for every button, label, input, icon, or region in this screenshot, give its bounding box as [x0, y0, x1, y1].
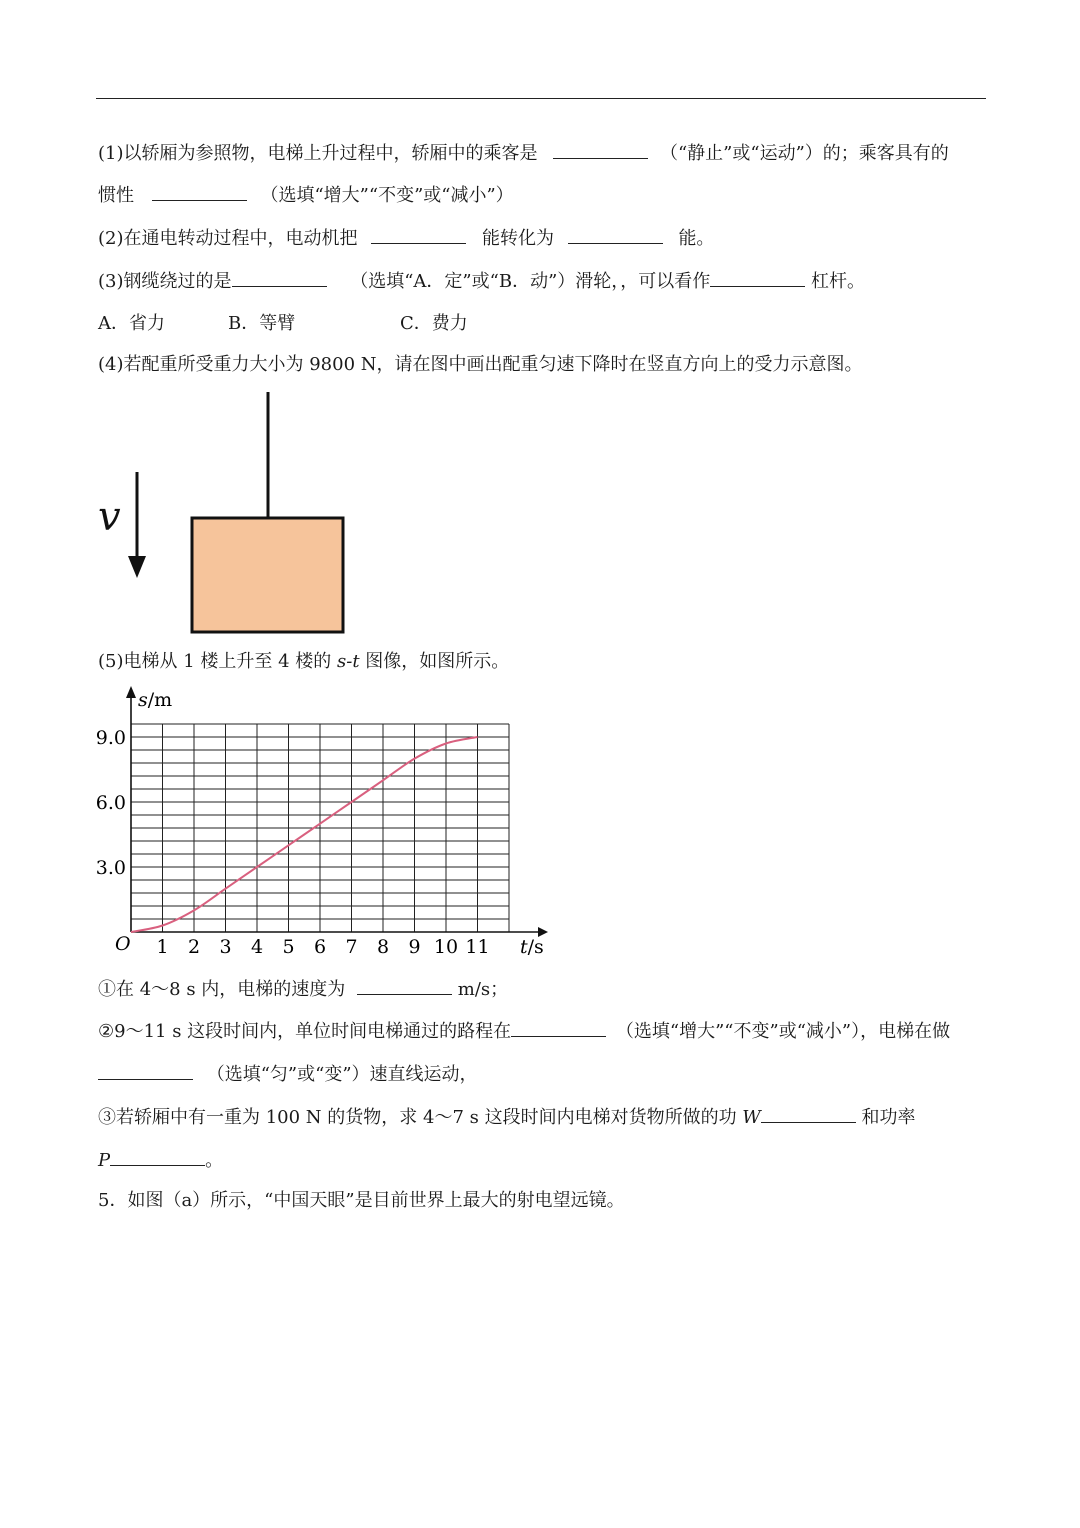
q3-option-a[interactable]: A．省力	[98, 313, 165, 334]
question-2	[98, 225, 714, 251]
q3-answer-blank-2[interactable]	[710, 268, 805, 287]
x-tick-label: 6	[313, 936, 327, 958]
q3-instruction: （选填“A．定”或“B．动”）滑轮，，可以看作	[350, 271, 711, 292]
question-5-next	[98, 1189, 625, 1213]
sub3-power-text: 和功率	[861, 1107, 916, 1128]
sub1-text: ①在 4～8 s 内，电梯的速度为	[98, 979, 346, 1000]
q5-text: (5)电梯从 1 楼上升至 4 楼的	[98, 651, 338, 672]
q3-text: (3)钢缆绕过的是	[98, 271, 232, 292]
counterweight-block	[192, 518, 343, 632]
next-question-text: 5．如图（a）所示，“中国天眼”是目前世界上最大的射电望远镜。	[98, 1190, 625, 1211]
counterweight-figure	[90, 388, 370, 638]
sub1-unit: m/s；	[457, 979, 509, 1000]
x-tick-label: 7	[345, 936, 358, 958]
q2-answer-blank-1[interactable]	[371, 225, 466, 244]
sub1-answer-blank[interactable]	[357, 976, 452, 995]
velocity-label: v	[98, 494, 121, 540]
sub3-power-blank[interactable]	[110, 1147, 205, 1166]
chart-grid	[131, 724, 509, 932]
x-tick-label: 5	[282, 936, 295, 958]
y-axis-arrow	[126, 686, 136, 698]
y-tick-label: 3.0	[95, 857, 126, 879]
x-axis-label: t/s	[520, 936, 544, 958]
x-tick-labels	[156, 936, 489, 958]
q4-text: (4)若配重所受重力大小为 9800 N，请在图中画出配重匀速下降时在竖直方向上的受力示意图。	[98, 354, 863, 375]
q3-option-b[interactable]: B．等臂	[228, 313, 296, 334]
sub3-end: 。	[205, 1150, 224, 1171]
x-tick-label: 9	[408, 936, 421, 958]
series-line	[131, 737, 478, 932]
power-symbol: P	[98, 1150, 111, 1171]
x-tick-label: 10	[433, 936, 459, 958]
sub-question-2-line-2	[98, 1061, 478, 1087]
sub2-instruction: （选填“增大”“不变”或“减小”），电梯在做	[615, 1021, 951, 1042]
x-tick-label: 4	[250, 936, 264, 958]
x-tick-label: 3	[219, 936, 232, 958]
question-3	[98, 268, 865, 294]
sub2-answer-blank-1[interactable]	[511, 1018, 606, 1037]
sub3-text: ③若轿厢中有一重为 100 N 的货物，求 4～7 s 这段时间内电梯对货物所做的功	[98, 1107, 743, 1128]
q3-option-c[interactable]: C．费力	[400, 313, 468, 334]
q2-end-text: 能。	[678, 228, 715, 249]
question-1-line-2	[98, 182, 514, 208]
y-tick-label: 9.0	[95, 727, 126, 749]
x-tick-label: 8	[376, 936, 390, 958]
q3-answer-blank-1[interactable]	[232, 268, 327, 287]
q1-text: (1)以轿厢为参照物，电梯上升过程中，轿厢中的乘客是	[98, 143, 538, 164]
q2-answer-blank-2[interactable]	[568, 225, 663, 244]
sub3-work-blank[interactable]	[761, 1104, 856, 1123]
q2-text: (2)在通电转动过程中，电动机把	[98, 228, 358, 249]
sub-question-2-line-1	[98, 1018, 950, 1044]
header-rule	[96, 98, 986, 99]
sub2-text: ②9～11 s 这段时间内，单位时间电梯通过的路程在	[98, 1021, 512, 1042]
q2-mid-text: 能转化为	[481, 228, 554, 249]
velocity-arrow-head	[128, 556, 146, 578]
sub-question-3-line-2	[98, 1147, 223, 1173]
y-tick-labels	[96, 727, 126, 879]
origin-label: O	[115, 933, 131, 955]
question-5	[98, 650, 509, 674]
sub2-instruction-2: （选填“匀”或“变”）速直线运动，	[206, 1064, 478, 1085]
sub2-answer-blank-2[interactable]	[98, 1061, 193, 1080]
q3-options	[98, 312, 468, 336]
q1-inertia-text: 惯性	[98, 185, 134, 206]
st-graph	[90, 680, 560, 970]
sub-question-3-line-1	[98, 1104, 916, 1130]
q1-answer-blank-1[interactable]	[553, 140, 648, 159]
x-tick-label: 11	[465, 936, 490, 958]
q1-instruction: （“静止”或“运动”）的；乘客具有的	[659, 143, 949, 164]
question-4	[98, 353, 863, 377]
question-1-line-1	[98, 140, 949, 166]
q1-inertia-instruction: （选填“增大”“不变”或“减小”）	[260, 185, 514, 206]
q3-end-text: 杠杆。	[811, 271, 866, 292]
x-tick-label: 2	[187, 936, 201, 958]
x-tick-label: 1	[156, 936, 169, 958]
q1-answer-blank-2[interactable]	[152, 182, 247, 201]
q5-graph-variable: s-t	[337, 651, 360, 672]
q5-text-end: 图像，如图所示。	[359, 651, 510, 672]
y-tick-label: 6.0	[95, 792, 126, 814]
work-symbol: W	[742, 1107, 761, 1128]
sub-question-1	[98, 976, 508, 1002]
y-axis-label: s/m	[138, 689, 173, 711]
